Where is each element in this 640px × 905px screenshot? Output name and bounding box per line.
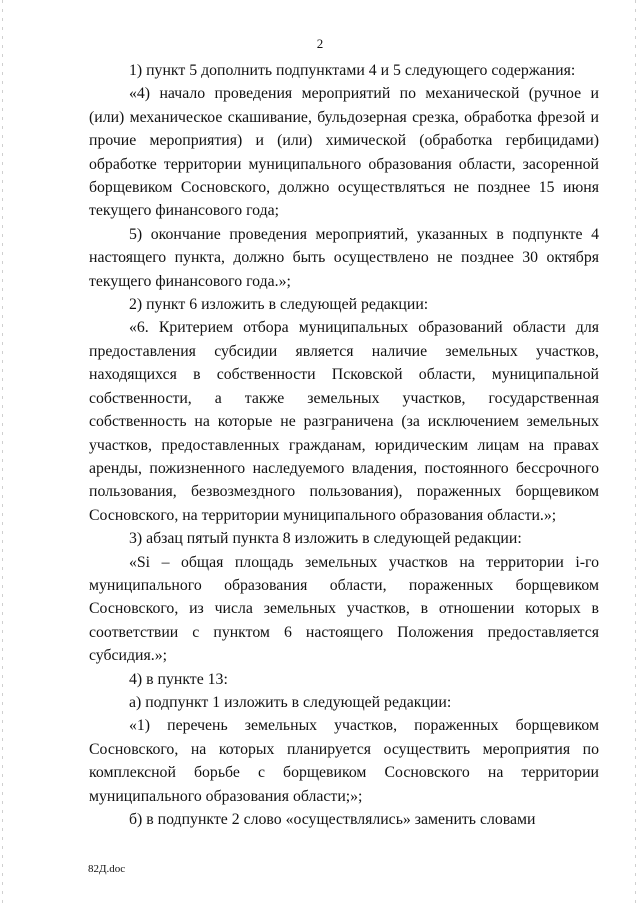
page-number: 2 xyxy=(316,36,324,51)
document-body xyxy=(89,59,599,831)
paragraph-subitem-a-text: «1) перечень земельных участков, пораженных борщевиком Сосновского, на которых планируется осуществить мероприятия по комплексной борьбе с борщевиком Сосновского на территории муниципального образования области;»; xyxy=(89,717,599,805)
paragraph-item-6-intro: 2) пункт 6 изложить в следующей редакции: xyxy=(129,296,429,314)
paragraph-item-8-intro: 3) абзац пятый пункта 8 изложить в следующей редакции: xyxy=(129,530,522,548)
paragraph-item-13-intro: 4) в пункте 13: xyxy=(129,670,228,688)
paragraph-subitem-5: 5) окончание проведения мероприятий, указанных в подпункте 4 настоящего пункта, должно быть осуществлено не позднее 30 октября текущего финансового года.»; xyxy=(89,225,599,290)
paragraph-item-8-text: «Si – общая площадь земельных участков на территории i-го муниципального образования области, пораженных борщевиком Сосновского, из числа земельных участков, в отношении которых в соответствии с пунктом 6 настоящего Положения предоставляется субсидия.»; xyxy=(89,553,599,665)
footer-filename: 82Д.doc xyxy=(88,863,126,875)
paragraph-subitem-b: б) в подпункте 2 слово «осуществлялись» заменить словами xyxy=(129,811,536,828)
paragraph-item-6-text: «6. Критерием отбора муниципальных образований области для предоставления субсидии является наличие земельных участков, находящихся в собственности Псковской области, муниципальной собственности, а также земельных участков, государственная собственность на которые не разграничена (за исключением земельных участков, предоставленных гражданам, юридическим лицам на правах аренды, пожизненного наследуемого владения, постоянного бессрочного пользования, безвозмездного пользования), пораженных борщевиком Сосновского, на территории муниципального образования области.»; xyxy=(89,319,599,524)
scan-edge-right xyxy=(635,0,636,905)
paragraph-subitem-4: «4) начало проведения мероприятий по механической (ручное и (или) механическое скашивание, бульдозерная срезка, обработка фрезой и прочие мероприятия) и (или) химической (обработка гербицидами) обработке территории муниципального образования области, засоренной борщевиком Сосновского, должно осуществляться не позднее 15 июня текущего финансового года; xyxy=(89,85,599,220)
paragraph-item-5-intro: 1) пункт 5 дополнить подпунктами 4 и 5 следующего содержания: xyxy=(129,62,576,79)
paragraph-subitem-a-intro: а) подпункт 1 изложить в следующей редакции: xyxy=(129,693,452,711)
scan-edge-left xyxy=(2,0,3,905)
